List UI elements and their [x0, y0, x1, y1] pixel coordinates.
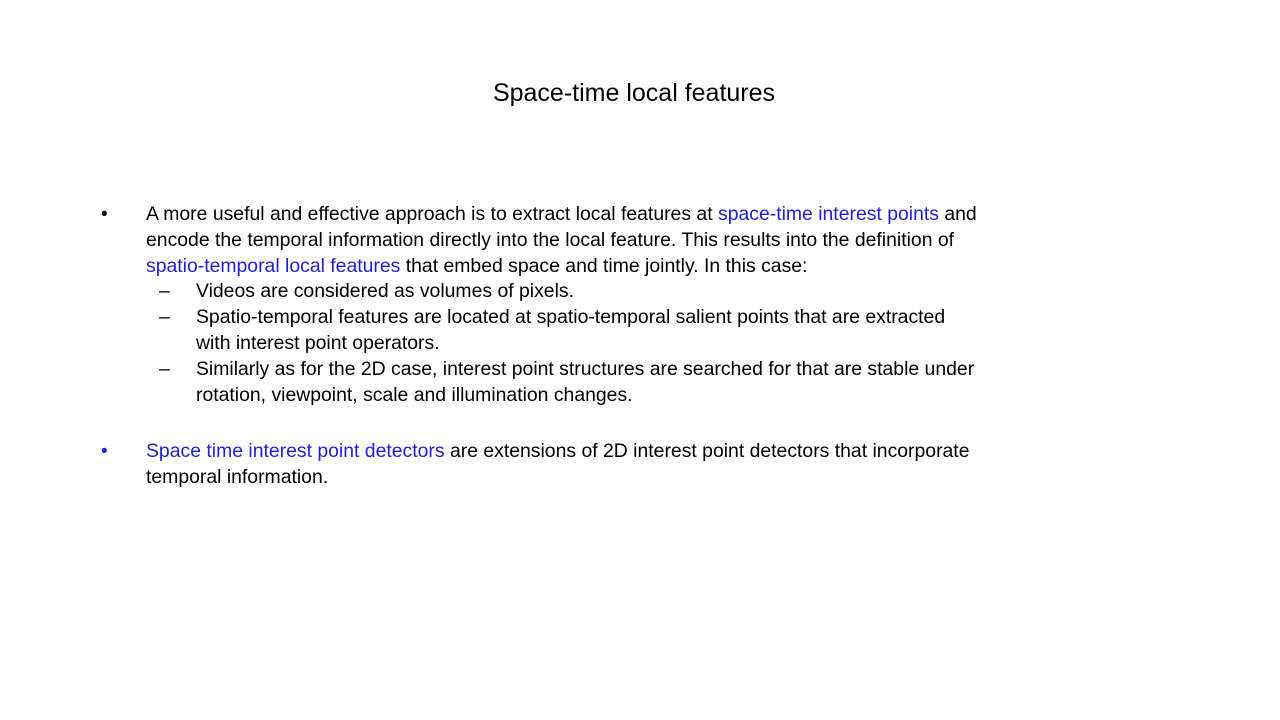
bullet-line	[146, 439, 1176, 465]
sub-bullet-text: with interest point operators.	[196, 331, 440, 354]
sub-bullet-item	[159, 305, 1156, 357]
bullet-line	[146, 254, 1176, 280]
bullet-marker: •	[101, 204, 108, 225]
highlight-term: space-time interest points	[718, 203, 939, 225]
bullet-item	[101, 439, 1176, 491]
sub-bullet-marker: –	[159, 306, 170, 329]
sub-bullet-item	[159, 279, 1156, 305]
sub-bullet-text: Videos are considered as volumes of pixels.	[196, 280, 574, 303]
highlight-term: spatio-temporal local features	[146, 254, 401, 277]
bullet-text: A more useful and effective approach is to extract local features at	[146, 203, 718, 225]
sub-bullet-text: rotation, viewpoint, scale and illumination changes.	[196, 383, 633, 406]
bullet-line	[146, 465, 1176, 491]
highlight-term: Space time interest point detectors	[146, 440, 445, 462]
bullet-item	[101, 202, 1176, 408]
sub-bullet-item	[159, 357, 1156, 409]
bullet-text: are extensions of 2D interest point detectors that incorporate	[444, 440, 970, 462]
slide-title: Space-time local features	[492, 79, 776, 107]
sub-bullet-marker: –	[159, 357, 170, 380]
sub-bullet-marker: –	[159, 280, 170, 303]
bullet-line	[146, 228, 1176, 254]
bullet-text: temporal information.	[146, 465, 329, 488]
sub-bullet-text: Spatio-temporal features are located at spatio-temporal salient points that are extracted	[196, 306, 946, 329]
bullet-text: and	[938, 203, 977, 225]
bullet-marker: •	[101, 441, 108, 462]
bullet-text: that embed space and time jointly. In this case:	[400, 254, 808, 277]
bullet-text: encode the temporal information directly into the local feature. This results into the definition of	[146, 228, 955, 251]
sub-bullet-text: Similarly as for the 2D case, interest point structures are searched for that are stable under	[196, 357, 975, 380]
bullet-line	[146, 202, 1176, 228]
